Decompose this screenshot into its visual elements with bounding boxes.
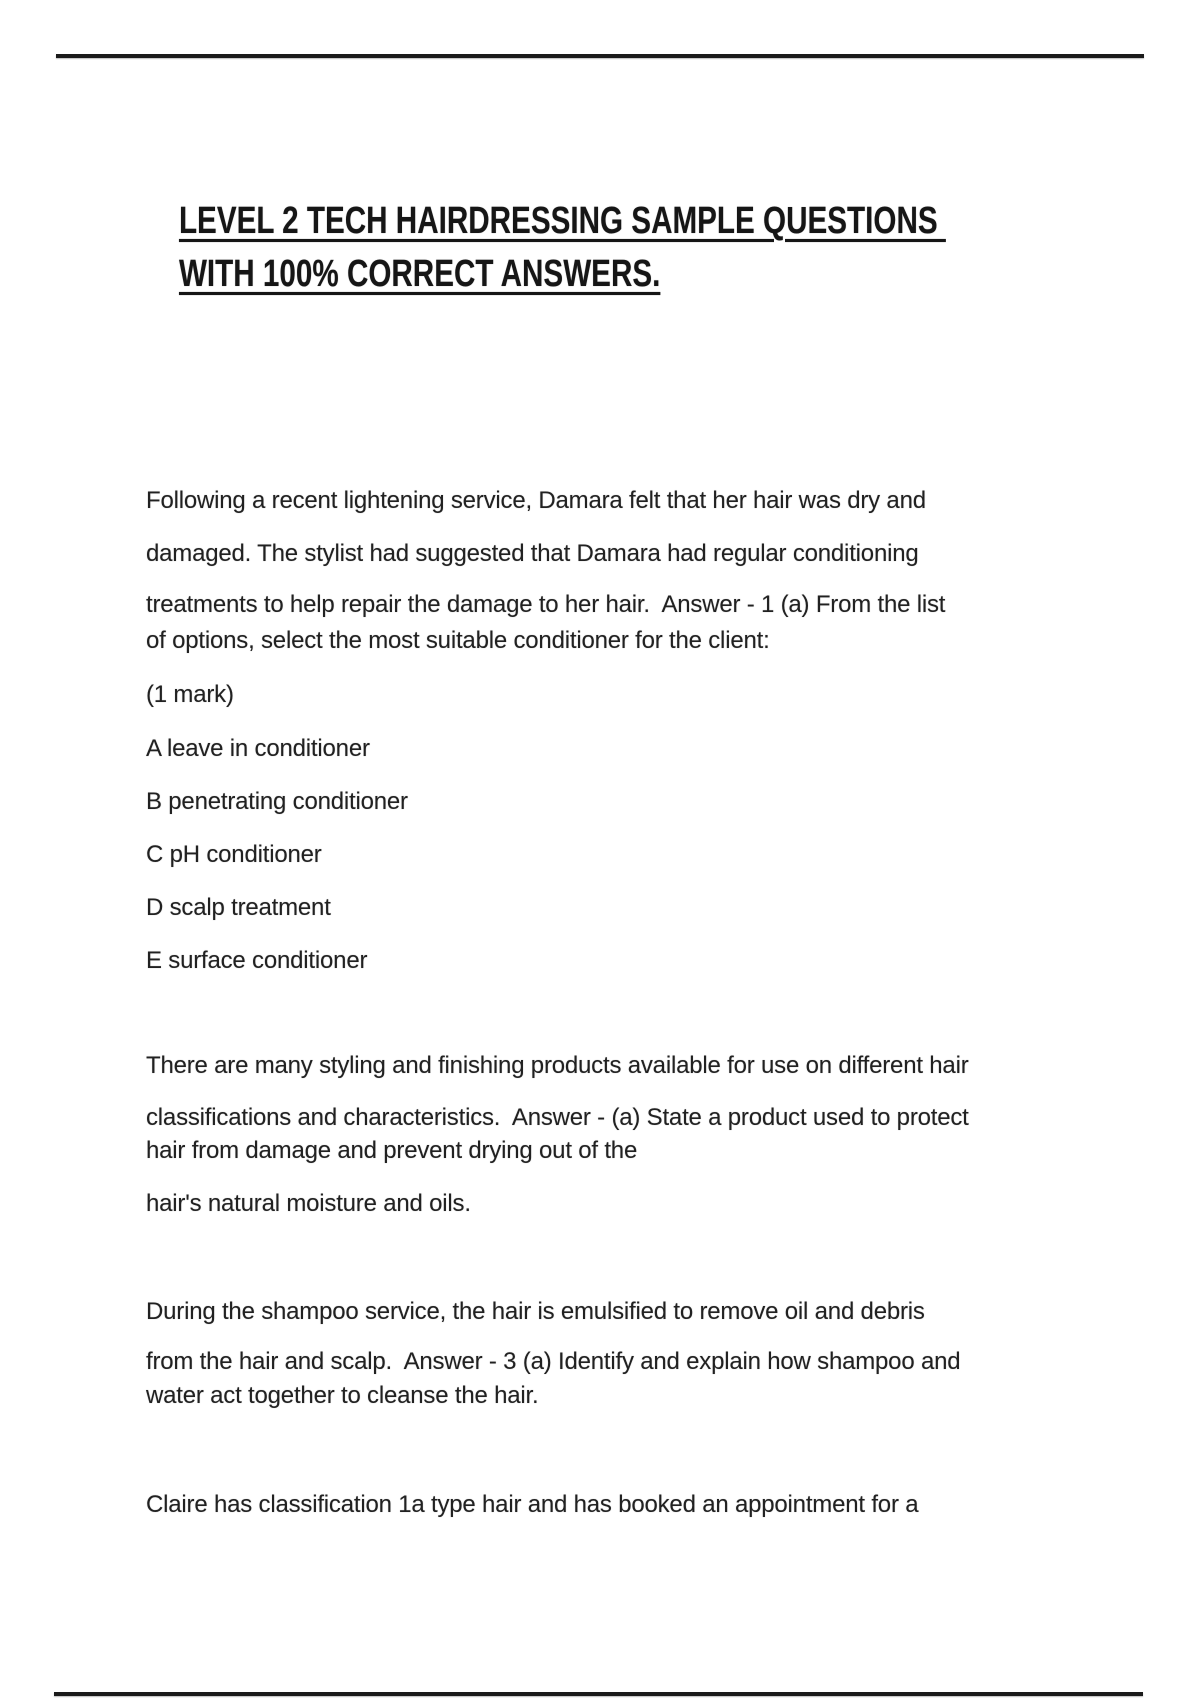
question2-line-2: classifications and characteristics. Answer - (a) State a product used to protect (146, 1104, 969, 1131)
question1-option-c: C pH conditioner (146, 841, 322, 868)
page-title-text-1: LEVEL 2 TECH HAIRDRESSING SAMPLE QUESTIONS (178, 200, 946, 242)
question1-line-1: Following a recent lightening service, Damara felt that her hair was dry and (146, 487, 926, 514)
question3-line-1: During the shampoo service, the hair is emulsified to remove oil and debris (146, 1298, 925, 1325)
question1-line-4: of options, select the most suitable conditioner for the client: (146, 627, 770, 654)
question1-line-3: treatments to help repair the damage to her hair. Answer - 1 (a) From the list (146, 591, 946, 618)
question1-line-2: damaged. The stylist had suggested that Damara had regular conditioning (146, 540, 919, 567)
question1-option-e: E surface conditioner (146, 947, 368, 974)
question1-option-a: A leave in conditioner (146, 735, 370, 762)
question3-line-2: from the hair and scalp. Answer - 3 (a) Identify and explain how shampoo and (146, 1348, 961, 1375)
question2-line-1: There are many styling and finishing products available for use on different hair (146, 1052, 969, 1079)
question1-option-d: D scalp treatment (146, 894, 331, 921)
page-title-line-2 (146, 208, 660, 340)
question1-marks: (1 mark) (146, 681, 234, 708)
question1-option-b: B penetrating conditioner (146, 788, 408, 815)
top-rule (56, 54, 1144, 58)
page-title-text-2: WITH 100% CORRECT ANSWERS. (178, 253, 661, 295)
question4-line-1: Claire has classification 1a type hair and has booked an appointment for a (146, 1491, 919, 1518)
question2-line-4: hair's natural moisture and oils. (146, 1190, 471, 1217)
question3-line-3: water act together to cleanse the hair. (146, 1382, 539, 1409)
question2-line-3: hair from damage and prevent drying out of the (146, 1137, 638, 1164)
bottom-rule (54, 1692, 1143, 1696)
